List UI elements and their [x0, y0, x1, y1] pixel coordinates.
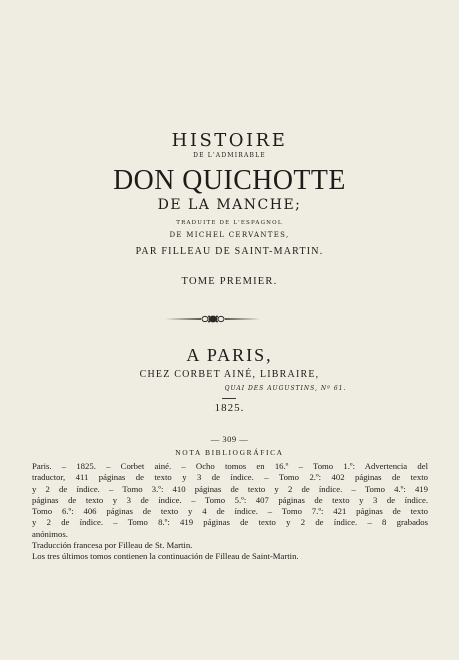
- note-line: Tomo 6.º: 406 páginas de texto y 4 de índice. – Tomo 7.º: 421 páginas de texto: [32, 506, 428, 517]
- note-line: anónimos.: [32, 528, 68, 539]
- title-de-l-admirable: DE L'ADMIRABLE: [193, 152, 266, 159]
- title-michel-cervantes: DE MICHEL CERVANTES,: [169, 231, 290, 239]
- nota-heading: NOTA BIBLIOGRÁFICA: [175, 448, 284, 457]
- imprint-publisher: CHEZ CORBET AINÉ, LIBRAIRE,: [139, 369, 320, 380]
- note-line: Los tres últimos tomos contienen la continuación de Filleau de Saint-Martin.: [32, 551, 299, 562]
- title-translator: PAR FILLEAU DE SAINT-MARTIN.: [135, 246, 324, 257]
- note-line: y 2 de índice. – Tomo 3.º: 410 páginas de texto y 2 de índice. – Tomo 4.º: 419: [32, 483, 428, 494]
- title-volume: TOME PREMIER.: [181, 276, 278, 287]
- imprint-address: QUAI DES AUGUSTINS, Nº 61.: [224, 385, 347, 392]
- title-de-la-manche: DE LA MANCHE;: [157, 197, 302, 213]
- title-traduite: TRADUITE DE L'ESPAGNOL: [176, 220, 283, 226]
- small-rule: [222, 398, 236, 399]
- note-line: Paris. – 1825. – Corbet ainé. – Ocho tomos en 16.º – Tomo 1.º: Advertencia del: [32, 461, 428, 471]
- title-histoire: HISTOIRE: [171, 130, 288, 151]
- title-don-quichotte: DON QUICHOTTE: [113, 164, 346, 196]
- note-line: páginas de texto y 3 de índice. – Tomo 5.º: 407 páginas de texto y 3 de índice.: [32, 494, 428, 505]
- bibliographic-note: [32, 461, 428, 563]
- note-line: Traducción francesa por Filleau de St. Martin.: [32, 540, 193, 551]
- note-line: traductor, 411 páginas de texto y 3 de índice. – Tomo 2.º: 402 páginas de texto: [32, 472, 428, 483]
- imprint-year: 1825.: [214, 402, 245, 414]
- ornament-divider-icon: [163, 312, 263, 326]
- imprint-city: A PARIS,: [186, 345, 273, 365]
- page-number: — 309 —: [210, 434, 249, 444]
- note-line: y 2 de índice. – Tomo 8.º: 419 páginas de texto y 2 de índice. – 8 grabados: [32, 517, 428, 528]
